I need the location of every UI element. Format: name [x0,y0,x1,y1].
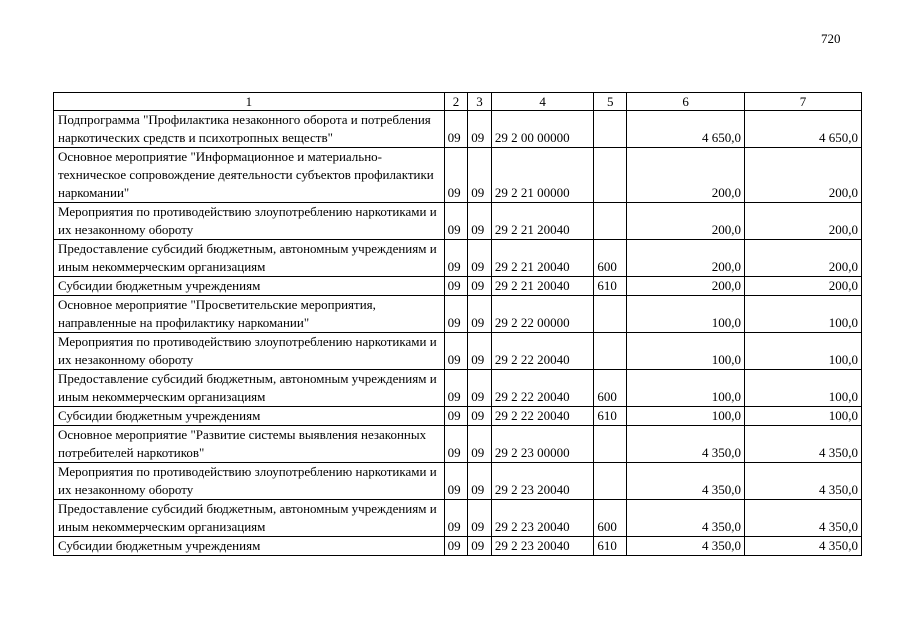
row-name: Субсидии бюджетным учреждениям [54,537,445,556]
row-section-code: 09 [444,463,468,500]
row-target-article-code: 29 2 00 00000 [491,111,594,148]
row-section-code: 09 [444,407,468,426]
row-target-article-code: 29 2 22 00000 [491,296,594,333]
table-row [54,148,862,203]
table-row [54,296,862,333]
row-expense-type-code [594,148,627,203]
column-header: 3 [468,93,492,111]
row-subsection-code: 09 [468,296,492,333]
page-number: 720 [821,31,841,46]
row-section-code: 09 [444,370,468,407]
row-section-code: 09 [444,240,468,277]
table-row [54,463,862,500]
table-row [54,407,862,426]
column-header: 4 [491,93,594,111]
table-row [54,203,862,240]
row-expense-type-code: 600 [594,370,627,407]
row-amount-col6: 4 350,0 [627,500,745,537]
row-amount-col7: 200,0 [745,277,862,296]
row-name: Субсидии бюджетным учреждениям [54,407,445,426]
row-subsection-code: 09 [468,111,492,148]
row-name: Мероприятия по противодействию злоупотреблению наркотиками и их незаконному обороту [54,333,445,370]
row-amount-col6: 200,0 [627,203,745,240]
row-name: Предоставление субсидий бюджетным, автономным учреждениям и иным некоммерческим организациям [54,240,445,277]
row-expense-type-code [594,203,627,240]
row-amount-col6: 200,0 [627,277,745,296]
table-row [54,111,862,148]
row-name: Основное мероприятие "Просветительские мероприятия, направленные на профилактику наркомании" [54,296,445,333]
row-amount-col7: 4 350,0 [745,500,862,537]
row-target-article-code: 29 2 21 00000 [491,148,594,203]
row-target-article-code: 29 2 22 20040 [491,370,594,407]
row-amount-col7: 100,0 [745,296,862,333]
table-row [54,240,862,277]
row-subsection-code: 09 [468,426,492,463]
row-name: Мероприятия по противодействию злоупотреблению наркотиками и их незаконному обороту [54,203,445,240]
row-target-article-code: 29 2 21 20040 [491,240,594,277]
row-subsection-code: 09 [468,370,492,407]
row-subsection-code: 09 [468,407,492,426]
row-amount-col7: 100,0 [745,407,862,426]
row-target-article-code: 29 2 21 20040 [491,203,594,240]
row-expense-type-code [594,111,627,148]
column-header: 7 [745,93,862,111]
row-amount-col6: 4 350,0 [627,463,745,500]
row-subsection-code: 09 [468,500,492,537]
row-section-code: 09 [444,148,468,203]
row-target-article-code: 29 2 23 00000 [491,426,594,463]
row-amount-col7: 4 350,0 [745,426,862,463]
row-section-code: 09 [444,537,468,556]
column-header: 2 [444,93,468,111]
row-amount-col7: 200,0 [745,240,862,277]
table-row [54,500,862,537]
column-header: 6 [627,93,745,111]
table-row [54,277,862,296]
row-target-article-code: 29 2 23 20040 [491,500,594,537]
row-amount-col7: 200,0 [745,203,862,240]
row-amount-col7: 100,0 [745,370,862,407]
row-name: Предоставление субсидий бюджетным, автономным учреждениям и иным некоммерческим организациям [54,370,445,407]
row-expense-type-code: 600 [594,500,627,537]
table-row [54,426,862,463]
row-target-article-code: 29 2 22 20040 [491,407,594,426]
row-section-code: 09 [444,203,468,240]
row-amount-col6: 4 350,0 [627,537,745,556]
row-expense-type-code [594,333,627,370]
row-amount-col7: 100,0 [745,333,862,370]
table-row [54,370,862,407]
row-amount-col6: 4 350,0 [627,426,745,463]
row-subsection-code: 09 [468,148,492,203]
row-expense-type-code: 610 [594,537,627,556]
row-subsection-code: 09 [468,333,492,370]
row-section-code: 09 [444,426,468,463]
table-row [54,333,862,370]
row-amount-col7: 200,0 [745,148,862,203]
row-amount-col7: 4 650,0 [745,111,862,148]
column-header: 1 [54,93,445,111]
row-amount-col6: 4 650,0 [627,111,745,148]
row-name: Основное мероприятие "Развитие системы выявления незаконных потребителей наркотиков" [54,426,445,463]
table-row [54,537,862,556]
row-subsection-code: 09 [468,537,492,556]
row-section-code: 09 [444,111,468,148]
row-expense-type-code [594,463,627,500]
row-expense-type-code [594,426,627,463]
row-expense-type-code: 610 [594,277,627,296]
table-header-row [54,93,862,111]
row-name: Мероприятия по противодействию злоупотреблению наркотиками и их незаконному обороту [54,463,445,500]
row-expense-type-code: 610 [594,407,627,426]
row-section-code: 09 [444,500,468,537]
row-target-article-code: 29 2 23 20040 [491,537,594,556]
row-section-code: 09 [444,277,468,296]
table-body [54,111,862,556]
row-target-article-code: 29 2 22 20040 [491,333,594,370]
row-amount-col6: 200,0 [627,240,745,277]
row-name: Предоставление субсидий бюджетным, автономным учреждениям и иным некоммерческим организациям [54,500,445,537]
row-name: Субсидии бюджетным учреждениям [54,277,445,296]
column-header: 5 [594,93,627,111]
row-amount-col6: 100,0 [627,407,745,426]
budget-table [53,92,862,556]
row-target-article-code: 29 2 21 20040 [491,277,594,296]
row-section-code: 09 [444,333,468,370]
row-amount-col6: 100,0 [627,333,745,370]
row-name: Подпрограмма "Профилактика незаконного оборота и потребления наркотических средств и психотропных веществ" [54,111,445,148]
row-subsection-code: 09 [468,203,492,240]
row-amount-col6: 100,0 [627,296,745,333]
row-subsection-code: 09 [468,277,492,296]
row-section-code: 09 [444,296,468,333]
row-expense-type-code: 600 [594,240,627,277]
row-amount-col6: 200,0 [627,148,745,203]
row-amount-col7: 4 350,0 [745,537,862,556]
row-subsection-code: 09 [468,240,492,277]
row-target-article-code: 29 2 23 20040 [491,463,594,500]
row-expense-type-code [594,296,627,333]
row-subsection-code: 09 [468,463,492,500]
row-amount-col6: 100,0 [627,370,745,407]
row-name: Основное мероприятие "Информационное и материально-техническое сопровождение деятельности субъектов профилактики наркомании" [54,148,445,203]
row-amount-col7: 4 350,0 [745,463,862,500]
